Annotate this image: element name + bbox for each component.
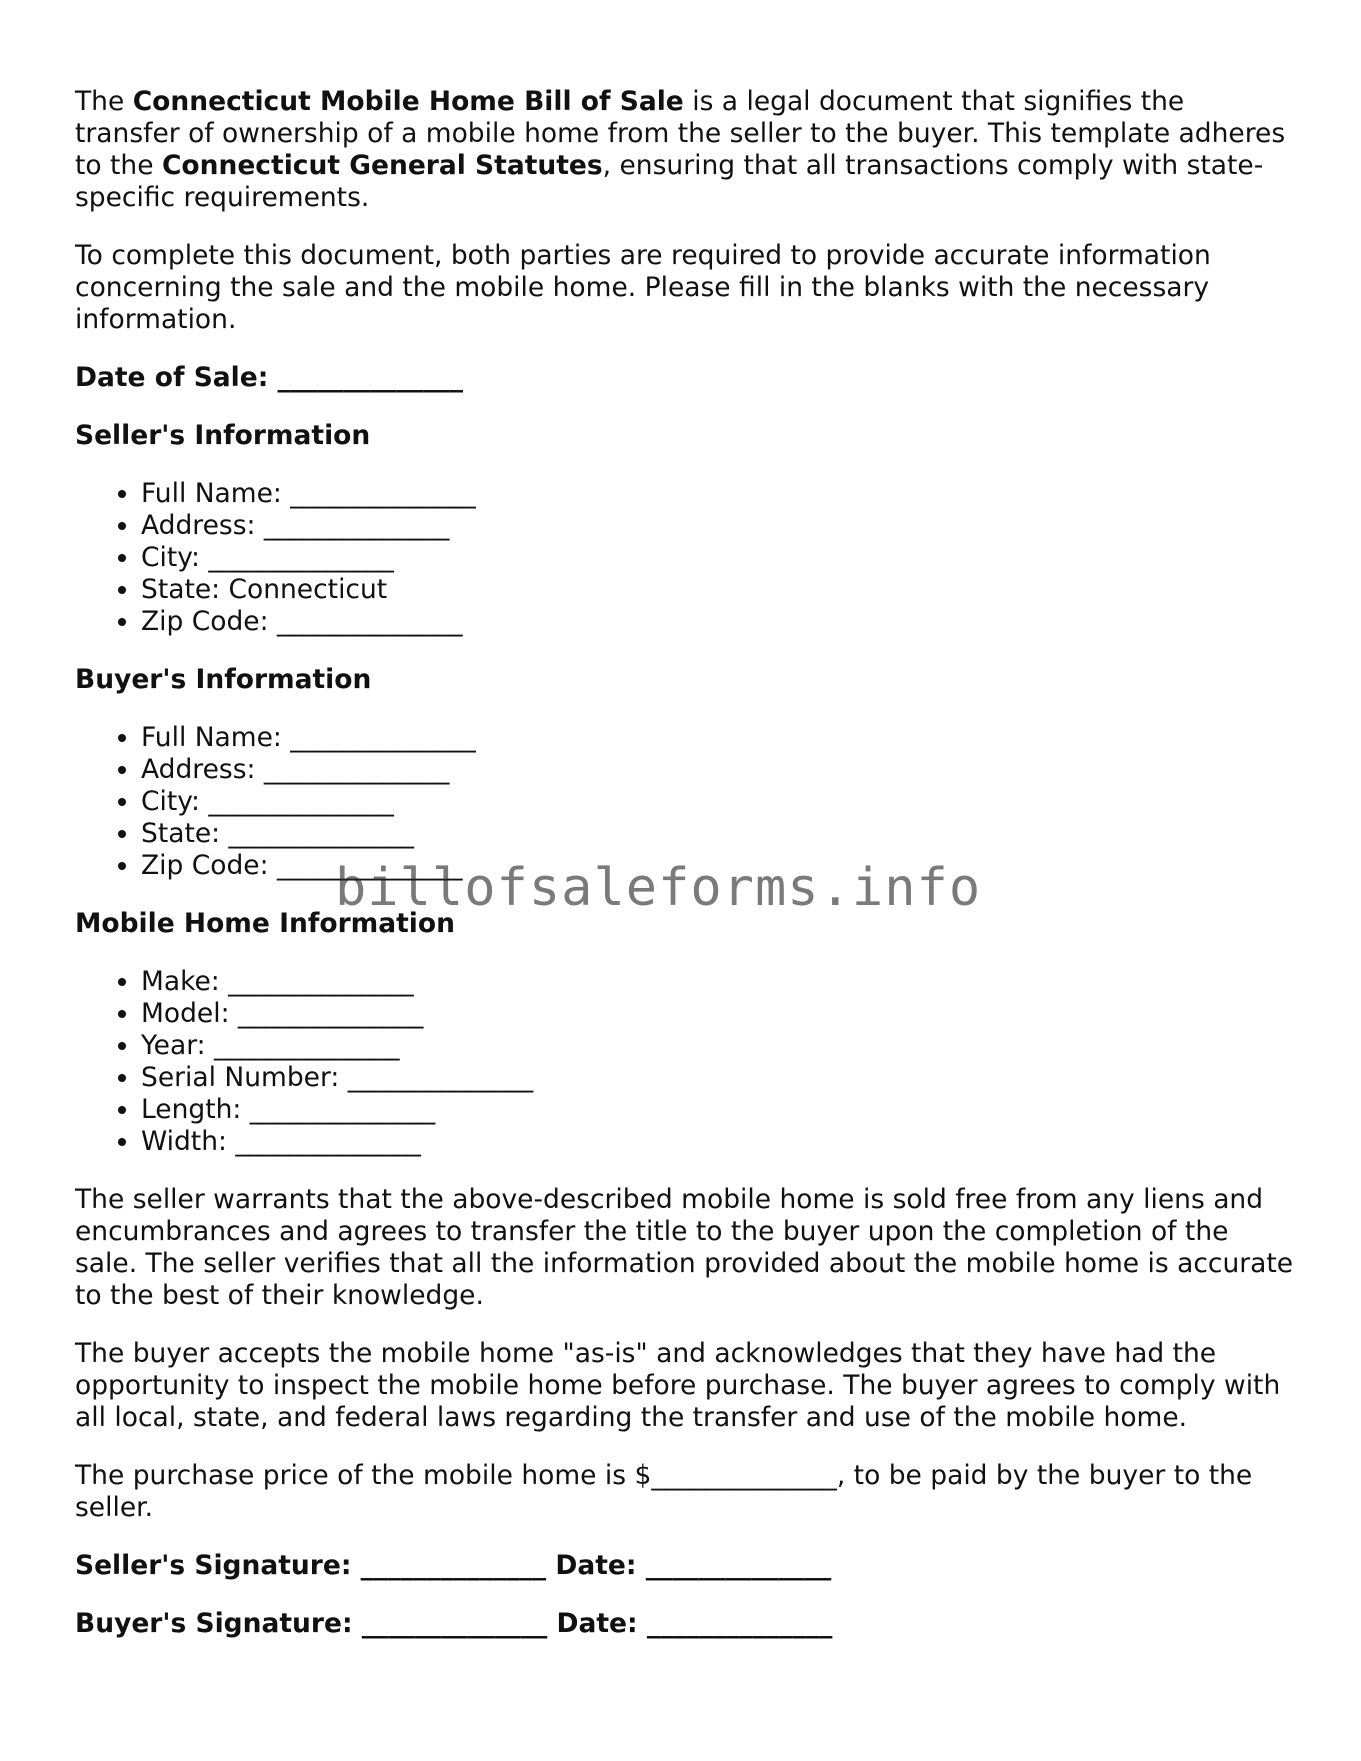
mobile-home-info-heading: Mobile Home Information — [75, 908, 455, 939]
intro-paragraph: The Connecticut Mobile Home Bill of Sale is a legal document that signifies the transfer of ownership of a mobile home from the seller to the buyer. This template adheres to the Connecticut General Statutes, ensuring that all transactions comply with state-specific requirements. — [75, 86, 1286, 213]
buyer-full-name-field: • Full Name: ______________ — [141, 722, 1295, 754]
buyer-state-field: • State: ______________ — [141, 818, 1295, 850]
home-make-field: • Make: ______________ — [141, 966, 1295, 998]
seller-city-field: • City: ______________ — [141, 542, 1295, 574]
home-model-field: • Model: ______________ — [141, 998, 1295, 1030]
instructions-paragraph: To complete this document, both parties are required to provide accurate information concerning the sale and the mobile home. Please fill in the blanks with the necessary information. — [75, 240, 1211, 335]
seller-info-heading: Seller's Information — [75, 420, 371, 451]
seller-signature-line: Seller's Signature: ______________ Date: ______________ — [75, 1550, 832, 1581]
form-title: Connecticut Mobile Home Bill of Sale — [132, 86, 684, 117]
buyer-signature-line: Buyer's Signature: ______________ Date: ______________ — [75, 1608, 833, 1639]
seller-zip-field: • Zip Code: ______________ — [141, 606, 1295, 638]
buyer-city-field: • City: ______________ — [141, 786, 1295, 818]
home-width-field: • Width: ______________ — [141, 1126, 1295, 1158]
purchase-price-paragraph: The purchase price of the mobile home is $______________, to be paid by the buyer to the seller. — [75, 1460, 1253, 1523]
buyer-acceptance-paragraph: The buyer accepts the mobile home "as-is" and acknowledges that they have had the opportunity to inspect the mobile home before purchase. The buyer agrees to comply with all local, state, and federal laws regarding the transfer and use of the mobile home. — [75, 1338, 1281, 1433]
seller-address-field: • Address: ______________ — [141, 510, 1295, 542]
home-serial-number-field: • Serial Number: ______________ — [141, 1062, 1295, 1094]
buyer-info-heading: Buyer's Information — [75, 664, 372, 695]
statute-reference: Connecticut General Statutes — [161, 150, 603, 181]
buyer-address-field: • Address: ______________ — [141, 754, 1295, 786]
home-year-field: • Year: ______________ — [141, 1030, 1295, 1062]
date-of-sale-field: Date of Sale: ______________ — [75, 362, 464, 393]
mobile-home-info-list — [75, 966, 1295, 1158]
buyer-zip-field: • Zip Code: ______________ — [141, 850, 1295, 882]
seller-full-name-field: • Full Name: ______________ — [141, 478, 1295, 510]
seller-state-field: • State: Connecticut — [141, 574, 1295, 606]
home-length-field: • Length: ______________ — [141, 1094, 1295, 1126]
site-watermark: billofsaleforms.info — [335, 858, 982, 918]
seller-info-list — [75, 478, 1295, 638]
seller-warranty-paragraph: The seller warrants that the above-described mobile home is sold free from any liens and encumbrances and agrees to transfer the title to the buyer upon the completion of the sale. The seller verifies that all the information provided about the mobile home is accurate to the best of their knowledge. — [75, 1184, 1294, 1311]
